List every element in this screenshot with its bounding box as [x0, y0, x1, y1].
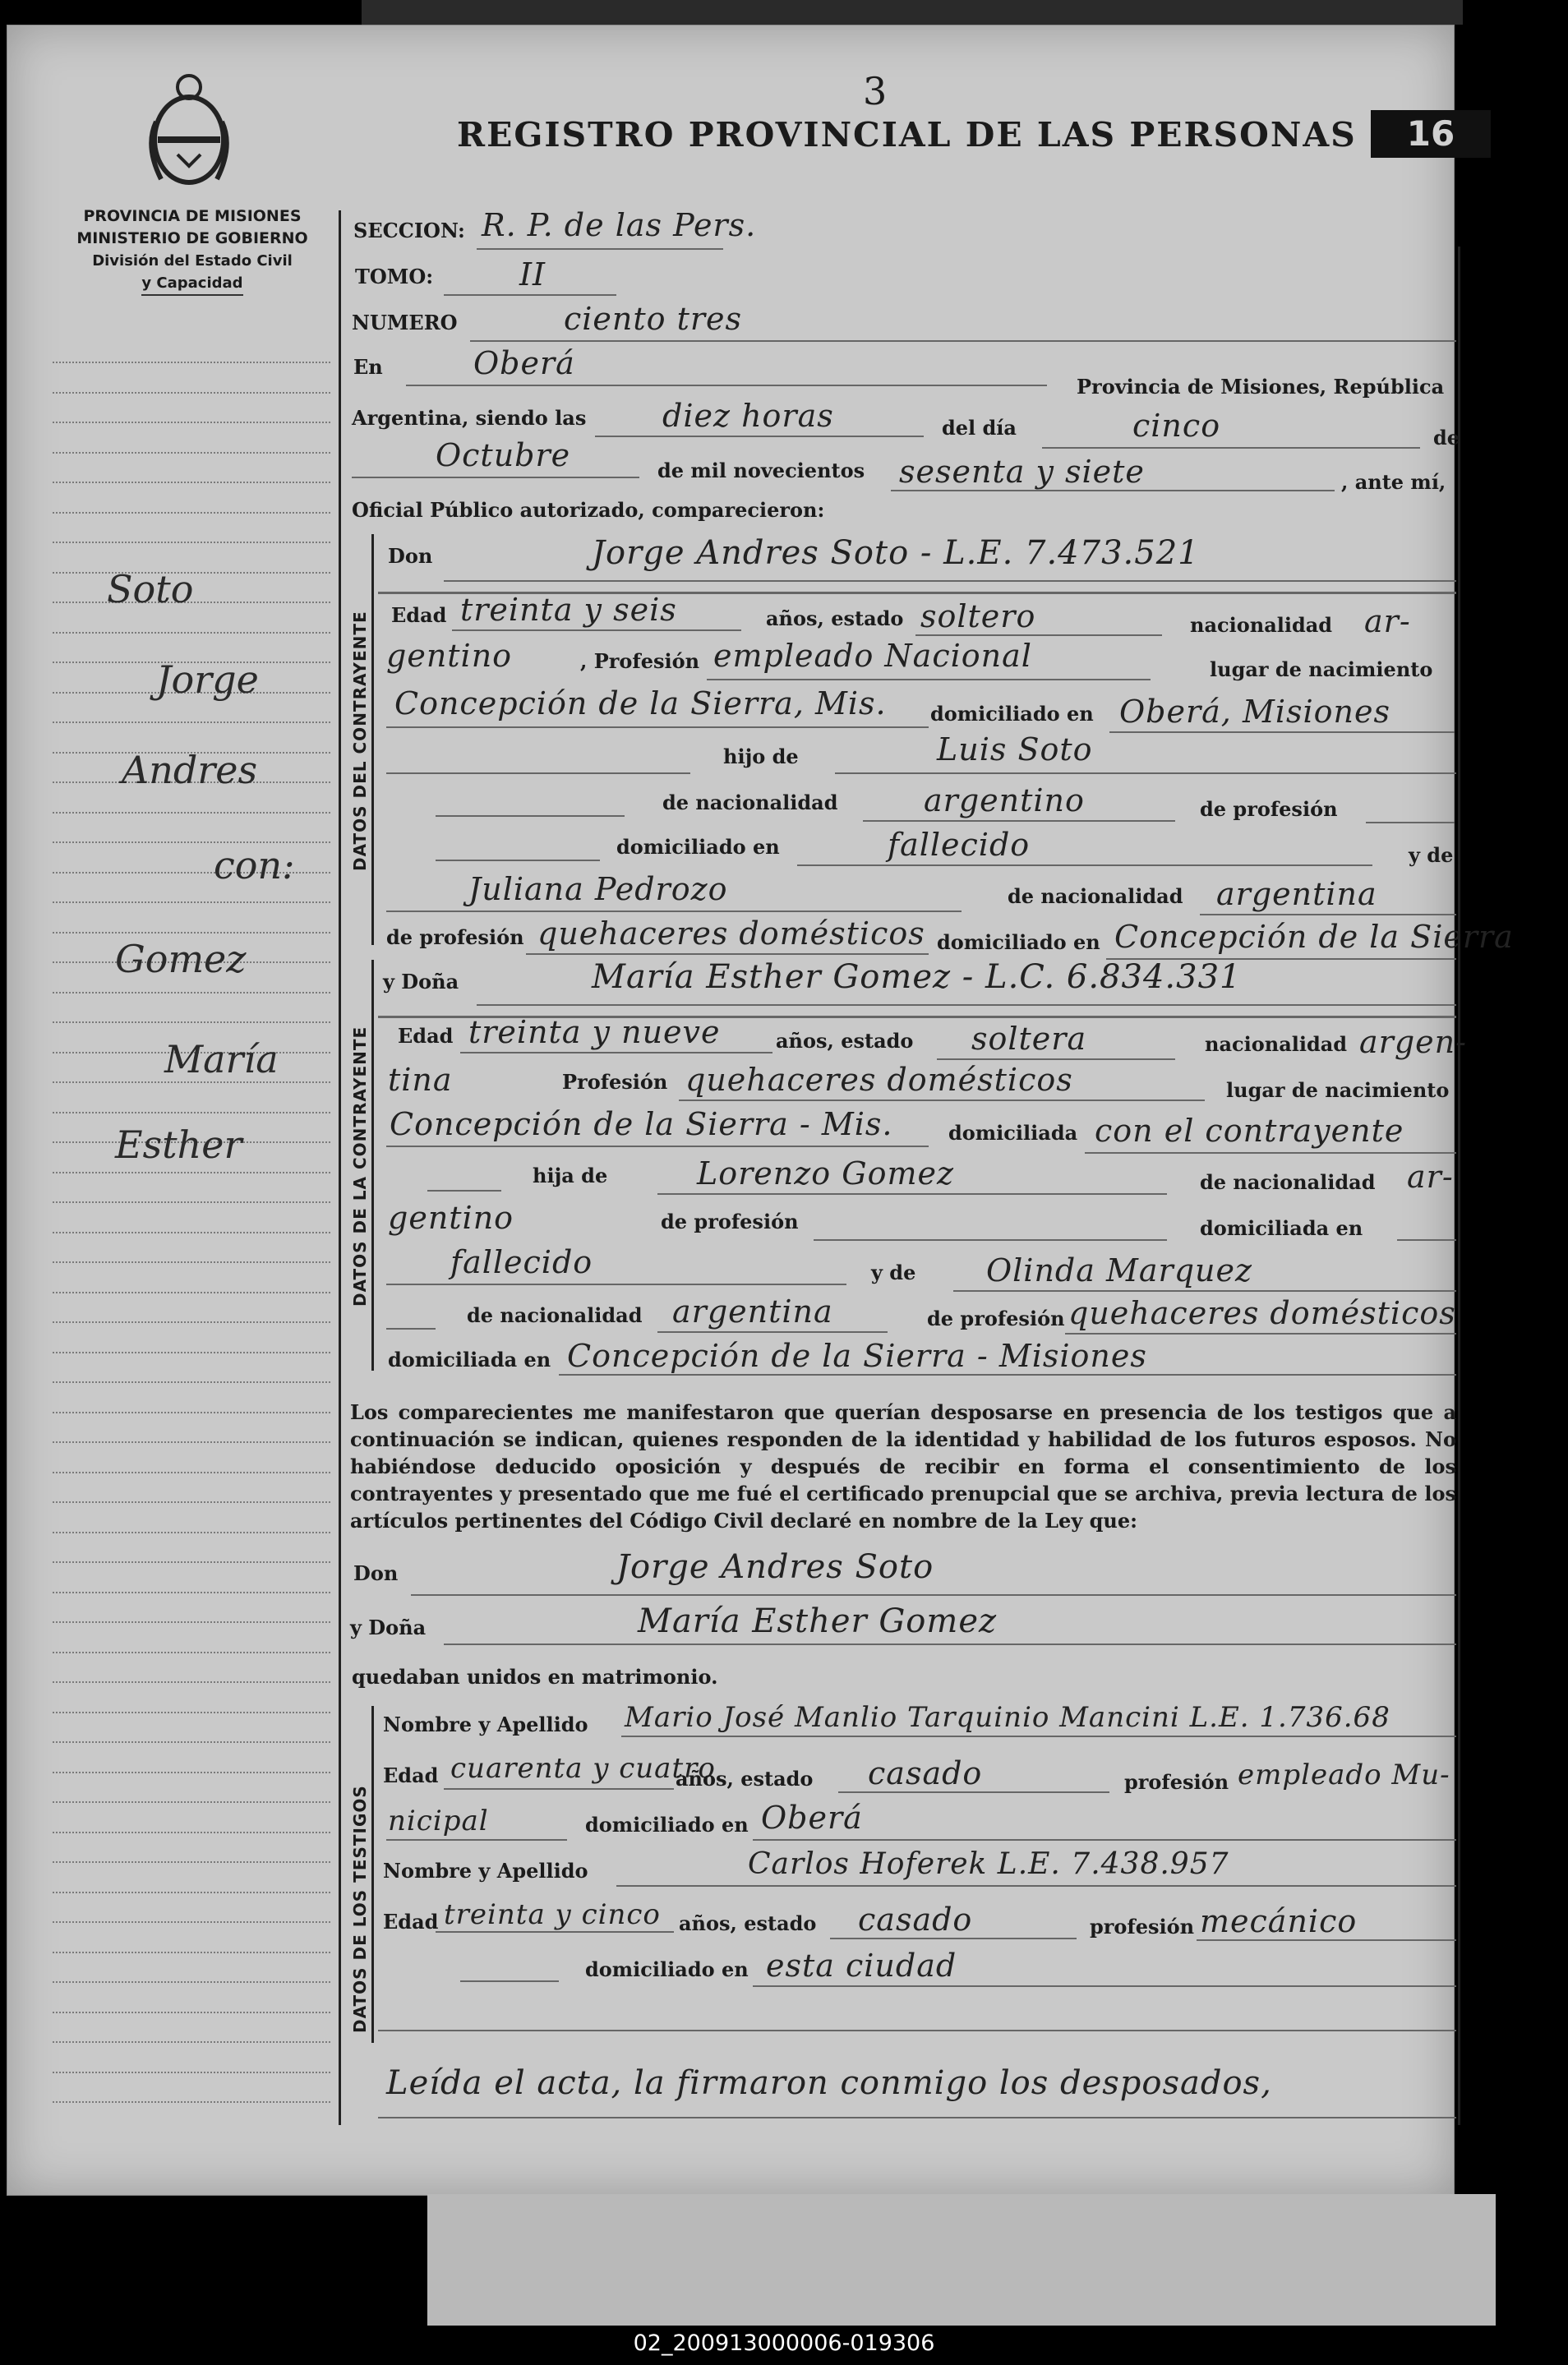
- del-dia-label: del día: [942, 416, 1017, 440]
- margin-rule-line: [53, 1441, 330, 1444]
- margin-rule-line: [53, 542, 330, 544]
- padre-dom-label: domiciliado en: [616, 835, 780, 859]
- t1-dom-value: Oberá: [761, 1800, 863, 1836]
- padre-nac-value: argentino: [924, 782, 1085, 818]
- f-nacionalidad-value-1: argen-: [1359, 1024, 1467, 1060]
- main-frame-right: [1458, 247, 1460, 2125]
- margin-rule-line: [53, 2041, 330, 2044]
- estado-value: soltero: [920, 598, 1036, 634]
- closing-handwriting: Leída el acta, la firmaron conmigo los desposados,: [386, 2064, 1272, 2102]
- t1-edad-value: cuarenta y cuatro: [450, 1752, 716, 1785]
- t2-prof-value: mecánico: [1200, 1903, 1358, 1939]
- padre-nac-label: de nacionalidad: [662, 791, 838, 814]
- main-frame-left: [339, 210, 341, 2125]
- f-domiciliada-value: con el contrayente: [1095, 1113, 1404, 1149]
- oficial-text: Oficial Público autorizado, comparecieron:: [352, 498, 825, 522]
- f-nacionalidad-label: nacionalidad: [1205, 1032, 1348, 1056]
- dia-value: cinco: [1132, 408, 1221, 444]
- f-padre-dom-value: fallecido: [450, 1244, 593, 1280]
- numero-label: NUMERO: [352, 311, 458, 334]
- y-de-label: y de: [1409, 843, 1454, 867]
- t2-dom-label: domiciliado en: [585, 1957, 749, 1981]
- t2-estado-value: casado: [858, 1902, 973, 1938]
- contrayente-f-nombre: María Esther Gomez - L.C. 6.834.331: [592, 958, 1242, 996]
- margin-name-2: Jorge: [156, 657, 259, 702]
- mes-value: Octubre: [436, 437, 571, 473]
- hijo-label: hijo de: [723, 745, 799, 768]
- nacionalidad-value-1: ar-: [1364, 603, 1411, 639]
- margin-rule-line: [53, 1412, 330, 1414]
- don-label: Don: [388, 544, 433, 568]
- en-value: Oberá: [473, 345, 575, 381]
- en-label: En: [353, 355, 383, 379]
- novecientos-label: de mil novecientos: [657, 459, 865, 482]
- margin-rule-line: [53, 721, 330, 724]
- testigos-bracket: [371, 1706, 374, 2043]
- numero-value: ciento tres: [564, 301, 743, 337]
- tomo-label: TOMO:: [355, 265, 434, 288]
- margin-rule-line: [53, 482, 330, 484]
- f-padre-prof-label: de profesión: [661, 1210, 799, 1233]
- margin-name-4: con:: [214, 843, 295, 887]
- margin-rule-line: [53, 812, 330, 814]
- margin-rule-line: [53, 1892, 330, 1894]
- t1-prof-label: profesión: [1124, 1770, 1229, 1794]
- f-madre-nac-label: de nacionalidad: [467, 1303, 643, 1327]
- t1-prof-value-2: nicipal: [388, 1805, 489, 1837]
- provincia-text: Provincia de Misiones, República: [1077, 375, 1445, 399]
- f-hija-label: hija de: [533, 1164, 608, 1187]
- contrayente-side-label: DATOS DEL CONTRAYENTE: [350, 611, 370, 871]
- margin-name-1: Soto: [107, 567, 194, 611]
- f-profesion-value: quehaceres domésticos: [685, 1062, 1073, 1098]
- margin-rule-line: [53, 2012, 330, 2014]
- f-madre-dom-label: domiciliada en: [388, 1348, 551, 1372]
- f-profesion-label: Profesión: [562, 1070, 668, 1094]
- next-page-edge: [427, 2194, 1496, 2326]
- margin-rule-line: [53, 452, 330, 454]
- padre-prof-label: de profesión: [1200, 797, 1338, 821]
- madre-nac-value: argentina: [1216, 876, 1377, 912]
- margin-rule-line: [53, 1621, 330, 1624]
- madre-prof-value: quehaceres domésticos: [537, 915, 925, 952]
- margin-name-3: Andres: [122, 748, 258, 792]
- province-line-4: y Capacidad: [141, 272, 242, 296]
- f-madre-value: Olinda Marquez: [986, 1252, 1253, 1289]
- margin-rule-line: [53, 632, 330, 634]
- t1-nombre-label: Nombre y Apellido: [383, 1713, 588, 1736]
- margin-rule-line: [53, 1201, 330, 1204]
- margin-rule-line: [53, 1861, 330, 1864]
- hora-value: diez horas: [662, 398, 834, 434]
- margin-rule-line: [53, 1352, 330, 1354]
- t2-nombre-value: Carlos Hoferek L.E. 7.438.957: [748, 1847, 1229, 1881]
- madre-nac-label: de nacionalidad: [1008, 884, 1183, 908]
- margin-rule-line: [53, 1681, 330, 1684]
- dona-label: y Doña: [383, 970, 459, 993]
- page-title: REGISTRO PROVINCIAL DE LAS PERSONAS: [457, 115, 1357, 154]
- margin-rule-line: [53, 1172, 330, 1174]
- province-line-1: PROVINCIA DE MISIONES: [83, 207, 302, 225]
- edad-value: treinta y seis: [460, 592, 677, 628]
- margin-rule-line: [53, 422, 330, 424]
- page-number: 3: [863, 69, 888, 113]
- t1-nombre-value: Mario José Manlio Tarquinio Mancini L.E. 1.736.68: [625, 1701, 1390, 1734]
- margin-rule-line: [53, 1712, 330, 1714]
- margin-rule-line: [53, 1832, 330, 1834]
- domiciliado-label: domiciliado en: [930, 702, 1094, 726]
- contrayente-f-side-label: DATOS DE LA CONTRAYENTE: [350, 1026, 370, 1307]
- ante-label: , ante mí,: [1341, 470, 1446, 494]
- seccion-value: R. P. de las Pers.: [482, 207, 757, 243]
- margin-rule-line: [53, 1081, 330, 1084]
- margin-rule-line: [53, 992, 330, 994]
- margin-name-5: Gomez: [115, 937, 247, 981]
- quedaban-text: quedaban unidos en matrimonio.: [352, 1665, 718, 1689]
- testigos-side-label: DATOS DE LOS TESTIGOS: [350, 1785, 370, 2033]
- madre-value: Juliana Pedrozo: [468, 871, 728, 907]
- t1-prof-value-1: empleado Mu-: [1238, 1759, 1450, 1791]
- f-edad-label: Edad: [398, 1024, 454, 1048]
- margin-rule-line: [53, 1321, 330, 1324]
- f-madre-nac-value: argentina: [672, 1293, 833, 1330]
- contrayente-bracket: [371, 534, 374, 945]
- margin-rule-line: [53, 1261, 330, 1264]
- margin-rule-line: [53, 392, 330, 394]
- tomo-value: II: [519, 256, 546, 293]
- madre-dom-value: Concepción de la Sierra: [1114, 919, 1514, 955]
- f-y-de-label: y de: [871, 1261, 916, 1284]
- t1-dom-label: domiciliado en: [585, 1813, 749, 1837]
- margin-name-7: Esther: [115, 1123, 242, 1167]
- seccion-label: SECCION:: [353, 219, 465, 242]
- margin-rule-line: [53, 2101, 330, 2104]
- t1-edad-label: Edad: [383, 1763, 439, 1787]
- argentina-text: Argentina, siendo las: [352, 406, 587, 430]
- madre-prof-label: de profesión: [386, 925, 524, 949]
- margin-rule-line: [53, 1741, 330, 1744]
- page-top-edge: [362, 0, 1463, 25]
- margin-rule-line: [53, 1652, 330, 1654]
- f-padre-nac-value-1: ar-: [1407, 1159, 1454, 1195]
- edad-label: Edad: [391, 603, 447, 627]
- scan-id: 02_200913000006-019306: [633, 2330, 935, 2356]
- province-line-3: División del Estado Civil: [92, 252, 293, 270]
- margin-name-6: María: [164, 1037, 279, 1081]
- t2-prof-label: profesión: [1090, 1915, 1195, 1939]
- anio-value: sesenta y siete: [899, 454, 1145, 490]
- domiciliado-value: Oberá, Misiones: [1119, 694, 1391, 730]
- margin-rule-line: [53, 512, 330, 514]
- margin-rule-line: [53, 1921, 330, 1924]
- f-edad-value: treinta y nueve: [468, 1014, 721, 1050]
- t1-estado-value: casado: [868, 1755, 983, 1791]
- f-lugar-label: lugar de nacimiento: [1226, 1078, 1450, 1102]
- folio-number: 16: [1371, 110, 1491, 158]
- f-estado-value: soltera: [971, 1021, 1087, 1057]
- union-don-label: Don: [353, 1561, 399, 1585]
- margin-rule-line: [53, 2072, 330, 2074]
- f-madre-prof-value: quehaceres domésticos: [1068, 1295, 1456, 1331]
- madre-dom-label: domiciliado en: [937, 930, 1100, 954]
- profesion-label: , Profesión: [580, 649, 700, 673]
- f-nacionalidad-value-2: tina: [388, 1062, 453, 1098]
- t2-dom-value: esta ciudad: [766, 1948, 957, 1984]
- contrayente-f-bracket: [371, 960, 374, 1371]
- province-block: [53, 205, 332, 296]
- margin-rule-line: [53, 1952, 330, 1954]
- f-madre-prof-label: de profesión: [927, 1307, 1065, 1330]
- de-label: de: [1433, 426, 1460, 449]
- f-padre-nac-value-2: gentino: [388, 1200, 514, 1236]
- margin-rule-line: [53, 1592, 330, 1594]
- f-anios-label: años, estado: [776, 1029, 914, 1053]
- margin-rule-line: [53, 1232, 330, 1234]
- t2-nombre-label: Nombre y Apellido: [383, 1859, 588, 1883]
- declaration-text: Los comparecientes me manifestaron que querían desposarse en presencia de los testigos que a continuación se indican, quienes responden de la identidad y habilidad de los futuros esposos. No habiéndose deducido oposición y después de recibir en forma el consentimiento de los contrayentes y presentado que me fué el certificado prenupcial que se archiva, previa lectura de los artículos pertinentes del Código Civil declaré en nombre de la Ley que:: [350, 1400, 1456, 1533]
- lugar-value: Concepción de la Sierra, Mis.: [394, 685, 887, 721]
- t2-anios-label: años, estado: [679, 1911, 817, 1935]
- profesion-value: empleado Nacional: [713, 638, 1032, 674]
- margin-rule-line: [53, 1981, 330, 1984]
- margin-rule-line: [53, 1501, 330, 1504]
- t1-anios-label: años, estado: [676, 1767, 814, 1791]
- margin-rule-line: [53, 901, 330, 904]
- margin-rule-line: [53, 1561, 330, 1564]
- margin-rule-line: [53, 1292, 330, 1294]
- margin-rule-line: [53, 1472, 330, 1474]
- margin-rule-line: [53, 1532, 330, 1534]
- t2-edad-value: treinta y cinco: [444, 1898, 661, 1931]
- f-padre-nac-label: de nacionalidad: [1200, 1170, 1376, 1194]
- union-dona-value: María Esther Gomez: [638, 1602, 998, 1640]
- contrayente-nombre: Jorge Andres Soto - L.E. 7.473.521: [592, 534, 1200, 572]
- province-line-2: MINISTERIO DE GOBIERNO: [76, 229, 308, 247]
- margin-rule-line: [53, 1112, 330, 1114]
- f-domiciliada-label: domiciliada: [948, 1121, 1078, 1145]
- nacionalidad-label: nacionalidad: [1190, 613, 1333, 637]
- padre-dom-value: fallecido: [888, 827, 1031, 863]
- nacionalidad-value-2: gentino: [386, 638, 513, 674]
- margin-rule-line: [53, 1381, 330, 1384]
- union-don-value: Jorge Andres Soto: [616, 1548, 934, 1586]
- t2-edad-label: Edad: [383, 1910, 439, 1934]
- padre-value: Luis Soto: [937, 731, 1093, 768]
- union-dona-label: y Doña: [350, 1616, 427, 1639]
- f-padre-dom-label: domiciliada en: [1200, 1216, 1363, 1240]
- margin-rule-line: [53, 1021, 330, 1024]
- f-madre-dom-value: Concepción de la Sierra - Misiones: [567, 1338, 1147, 1374]
- lugar-label: lugar de nacimiento: [1210, 657, 1433, 681]
- margin-rule-line: [53, 932, 330, 934]
- anios-label: años, estado: [766, 606, 904, 630]
- f-lugar-value: Concepción de la Sierra - Mis.: [390, 1106, 893, 1142]
- f-padre-value: Lorenzo Gomez: [697, 1155, 954, 1192]
- margin-rule-line: [53, 1801, 330, 1804]
- margin-rule-line: [53, 1772, 330, 1774]
- argentine-coat-of-arms-icon: [145, 64, 233, 187]
- margin-rule-line: [53, 362, 330, 364]
